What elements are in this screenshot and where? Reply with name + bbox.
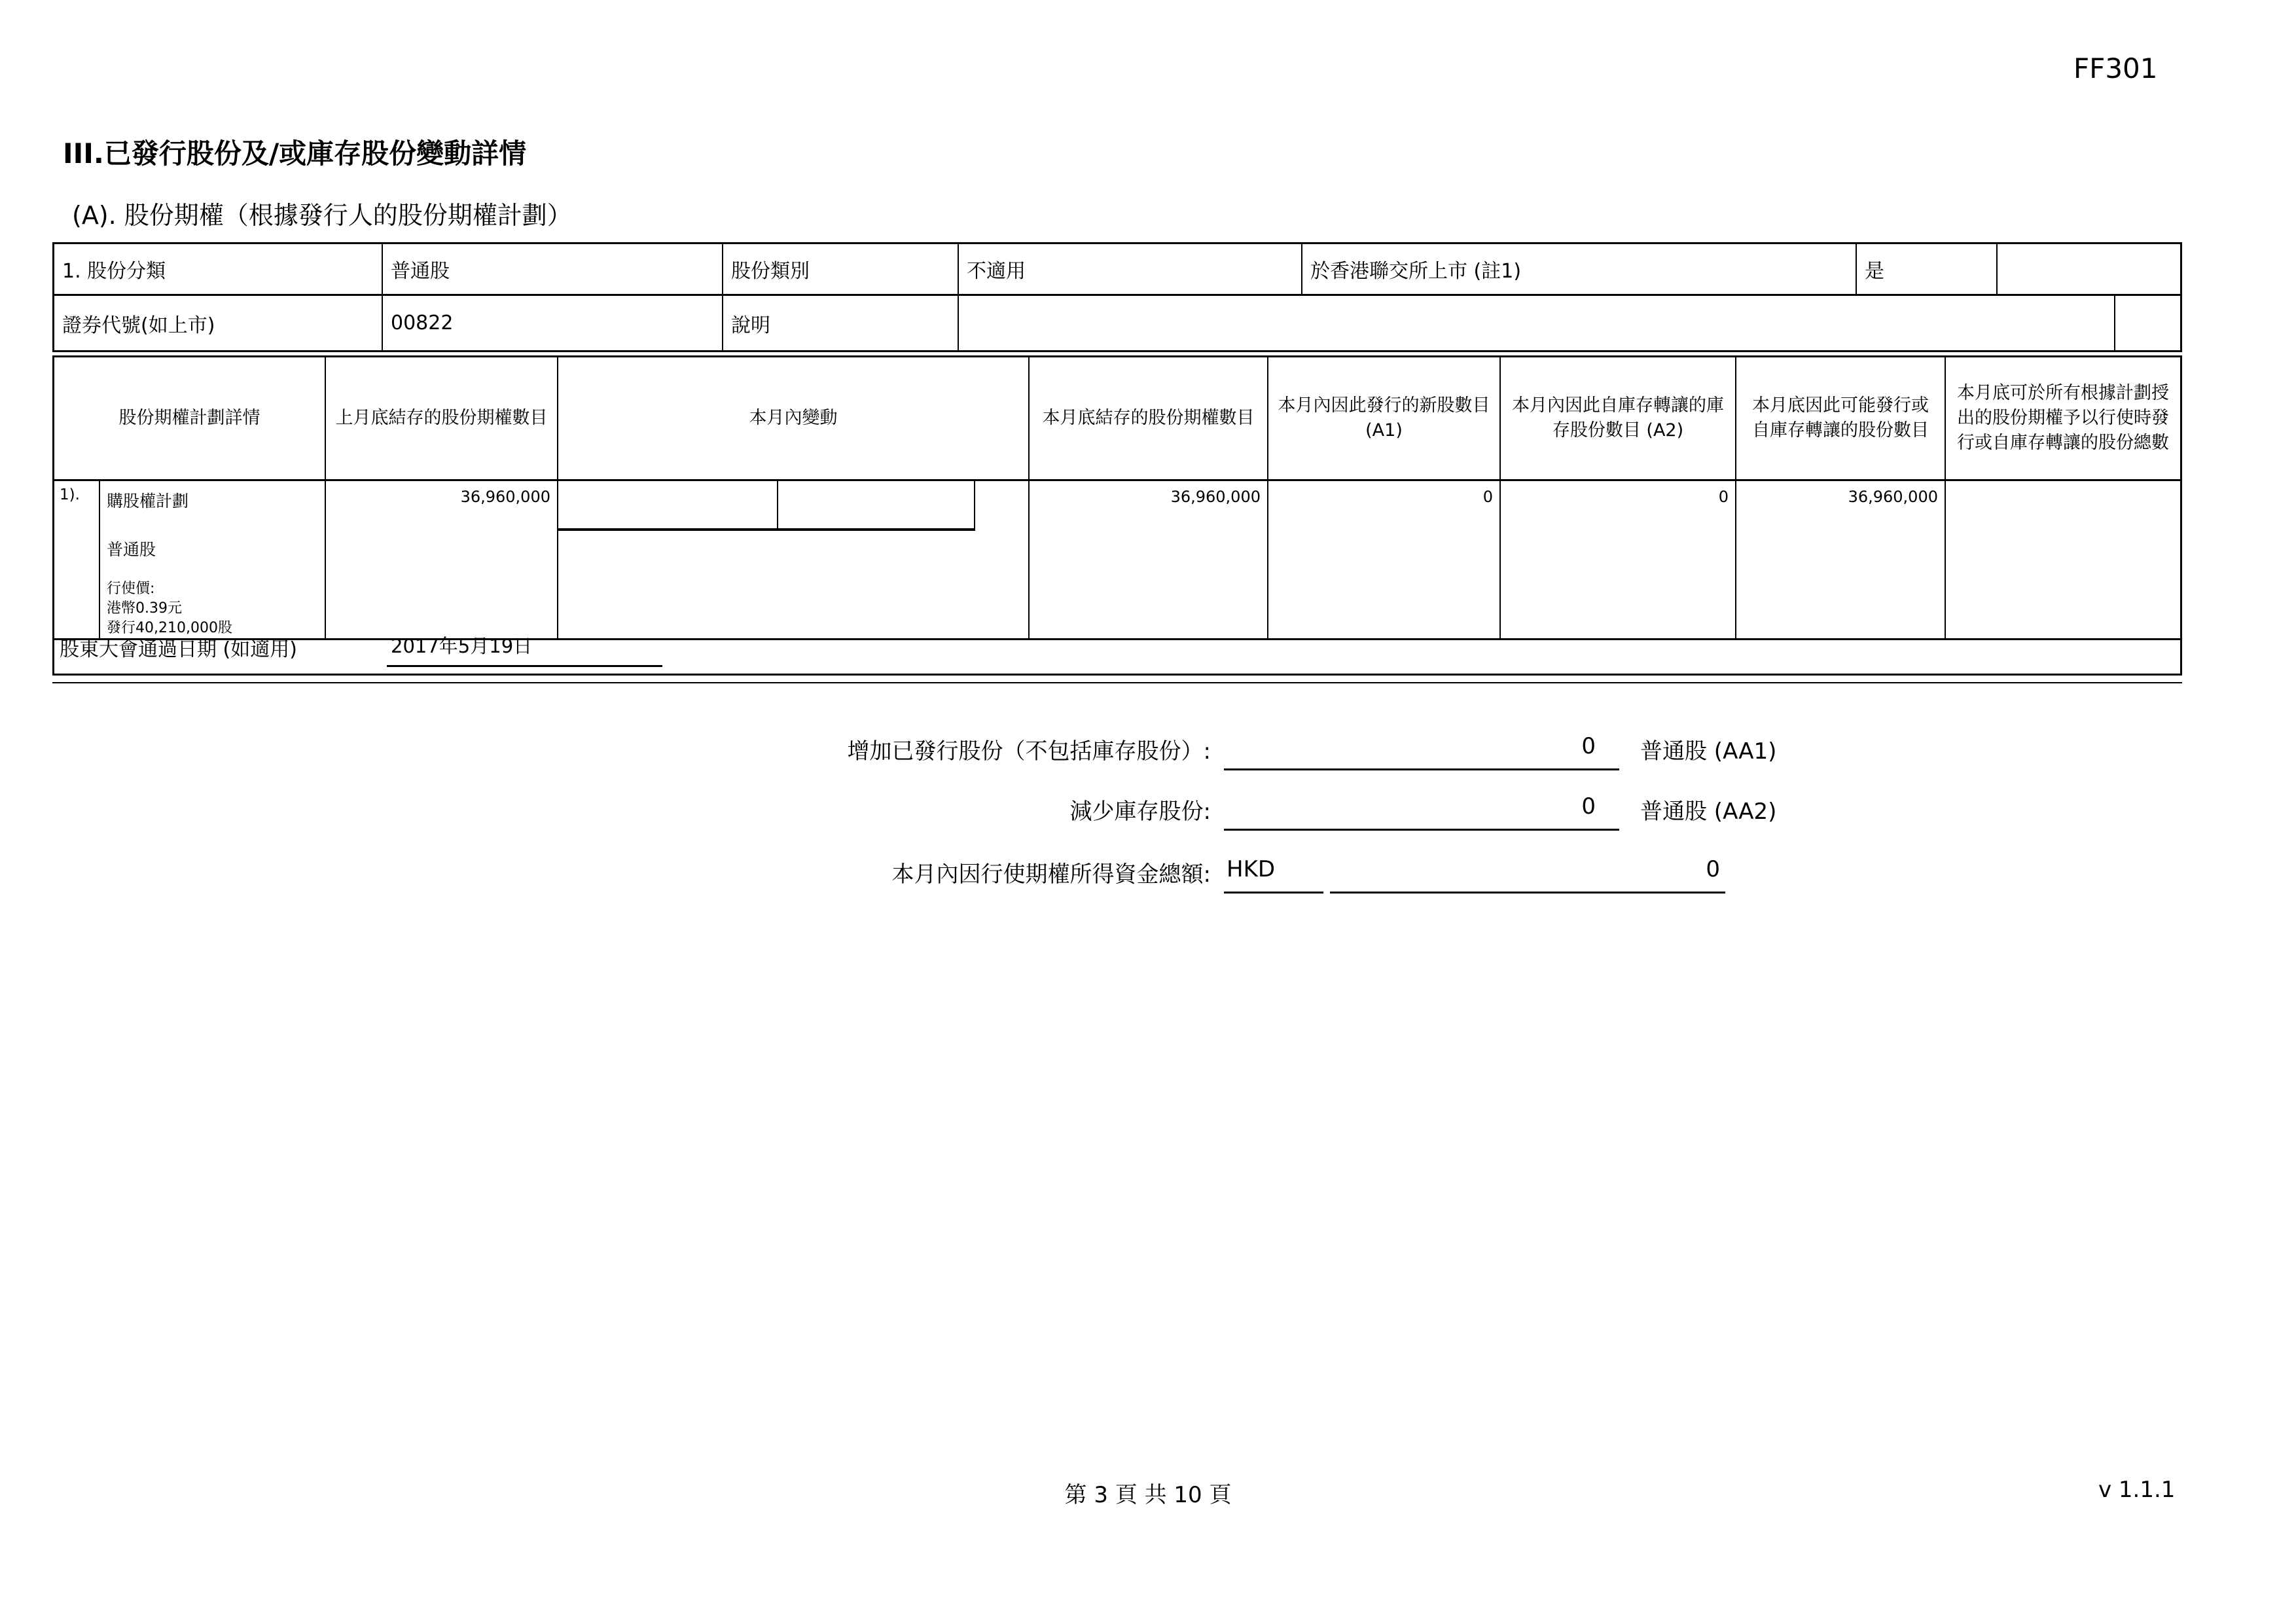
decrease-treasury-shares-field: 0 (1224, 789, 1619, 831)
listed-on-hkex-label: 於香港聯交所上市 (註1) (1302, 244, 1857, 294)
plan-name: 購股權計劃 (107, 492, 189, 511)
share-option-movement-table (52, 355, 2182, 676)
summary-decrease-row (0, 788, 2296, 834)
info-row1-empty-cell (1998, 244, 2180, 294)
issuable-shares-value: 36,960,000 (1736, 481, 1946, 640)
share-class-label: 1. 股份分類 (54, 244, 383, 294)
decrease-treasury-shares-label: 減少庫存股份: (1069, 799, 1211, 825)
share-option-tables (52, 242, 2182, 676)
row-index: 1). (54, 481, 100, 640)
form-code: FF301 (2073, 52, 2158, 84)
description-value (959, 296, 2115, 350)
exercise-price-label: 行使價: (107, 581, 155, 597)
info-row-code (54, 296, 2180, 350)
month-movement-cell (558, 481, 1030, 640)
approval-date-field: 2017年5月19日 (387, 630, 662, 667)
section-title: III.已發行股份及/或庫存股份變動詳情 (63, 137, 527, 170)
stock-code-value: 00822 (383, 296, 723, 350)
table-bottom-double-rule (52, 682, 2182, 683)
movement-subcell-1 (558, 481, 778, 531)
header-month-movement: 本月內變動 (558, 357, 1030, 481)
exercise-price-value: 港幣0.39元 (107, 600, 182, 617)
movement-subcell-2 (778, 481, 975, 531)
new-shares-issued-value: 0 (1268, 481, 1501, 640)
header-month-end-balance: 本月底結存的股份期權數目 (1030, 357, 1268, 481)
summary-increase-row (0, 728, 2296, 774)
listed-on-hkex-value: 是 (1857, 244, 1998, 294)
treasury-transferred-value: 0 (1501, 481, 1736, 640)
increase-issued-shares-label: 增加已發行股份（不包括庫存股份）: (847, 738, 1211, 765)
table-header-row (54, 357, 2180, 481)
header-prev-balance: 上月底結存的股份期權數目 (326, 357, 558, 481)
page-number-info: 第 3 頁 共 10 頁 (1064, 1482, 1232, 1508)
description-label: 說明 (723, 296, 959, 350)
increase-issued-shares-unit: 普通股 (AA1) (1640, 738, 1777, 765)
increase-issued-shares-field: 0 (1224, 729, 1619, 770)
plan-details-cell (100, 481, 326, 640)
form-version: v 1.1.1 (2098, 1477, 2176, 1503)
info-row-class (54, 244, 2180, 296)
funds-raised-label: 本月內因行使期權所得資金總額: (891, 861, 1211, 888)
table-data-row (54, 481, 2180, 636)
approval-date-row (54, 625, 2180, 674)
approval-date-label: 股東大會通過日期 (如適用) (60, 638, 297, 661)
month-end-balance-value: 36,960,000 (1030, 481, 1268, 640)
total-on-exercise-value (1946, 481, 2180, 640)
share-class-info-table (52, 242, 2182, 352)
header-total-on-exercise: 本月底可於所有根據計劃授出的股份期權予以行使時發行或自庫存轉讓的股份總數 (1946, 357, 2180, 481)
funds-currency-field: HKD (1224, 852, 1323, 893)
summary-funds-row (0, 851, 2296, 897)
prev-balance-value: 36,960,000 (326, 481, 558, 640)
header-issuable-shares: 本月底因此可能發行或自庫存轉讓的股份數目 (1736, 357, 1946, 481)
subsection-title: (A). 股份期權（根據發行人的股份期權計劃） (72, 201, 572, 230)
issued-note: 發行40,210,000股 (107, 620, 232, 636)
share-type-value: 不適用 (959, 244, 1302, 294)
header-treasury-transferred: 本月內因此自庫存轉讓的庫存股份數目 (A2) (1501, 357, 1736, 481)
share-class-value: 普通股 (383, 244, 723, 294)
stock-code-label: 證券代號(如上市) (54, 296, 383, 350)
plan-share-class: 普通股 (107, 540, 156, 559)
info-row2-empty-cell (2115, 296, 2180, 350)
decrease-treasury-shares-unit: 普通股 (AA2) (1640, 799, 1777, 825)
funds-amount-field: 0 (1330, 852, 1725, 893)
header-plan-details: 股份期權計劃詳情 (54, 357, 326, 481)
header-new-shares-issued: 本月內因此發行的新股數目 (A1) (1268, 357, 1501, 481)
share-type-label: 股份類別 (723, 244, 959, 294)
